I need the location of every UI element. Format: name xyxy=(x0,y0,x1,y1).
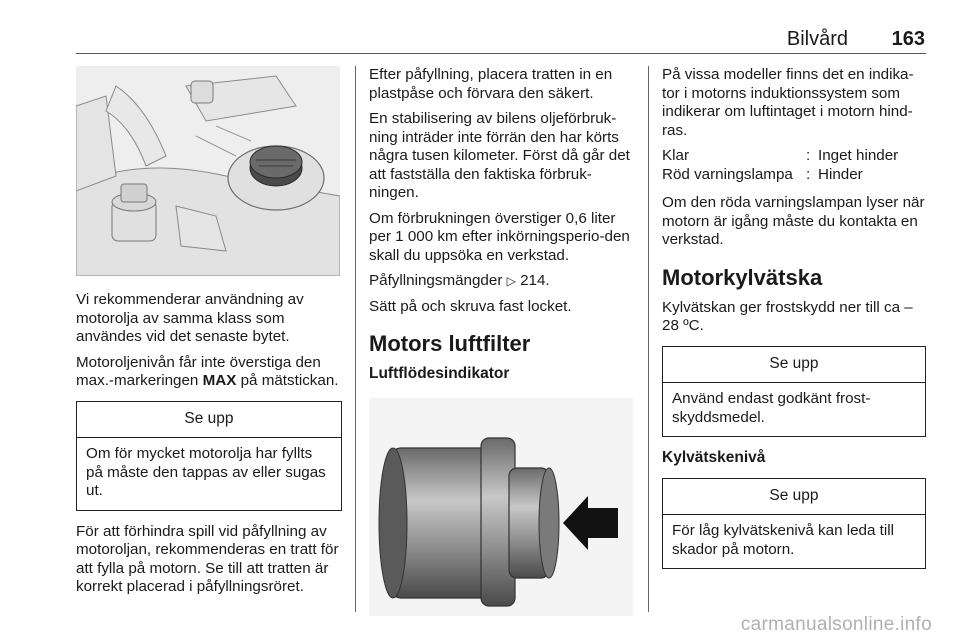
column-divider-2 xyxy=(648,66,649,612)
table-row xyxy=(662,147,926,166)
airflow-indicator-drawing xyxy=(369,398,633,616)
status-sep: : xyxy=(806,165,811,183)
text: på mätstickan. xyxy=(236,372,339,389)
header-rule xyxy=(76,53,926,54)
paragraph-cap: Sätt på och skruva fast locket. xyxy=(369,297,572,315)
page-number: 163 xyxy=(891,28,925,50)
status-key: Klar xyxy=(662,147,690,164)
page-ref-icon: ▷ xyxy=(506,274,516,288)
column-divider-1 xyxy=(355,66,356,612)
paragraph-consumption: En stabilisering av bilens oljeförbruk-ning inträder inte förrän den har körts några tusen kilometer. Först då går det att fastställa den faktiska förbruk-ningen. xyxy=(369,110,630,201)
caution-title: Se upp xyxy=(663,347,925,384)
table-row xyxy=(662,166,926,185)
caution-body: För låg kylvätskenivå kan leda till skador på motorn. xyxy=(672,522,895,558)
caution-box-coolant-level xyxy=(662,478,926,570)
text: Påfyllningsmängder xyxy=(369,272,507,289)
paragraph-fill-quantities: Påfyllningsmängder ▷ 214. xyxy=(369,272,550,289)
page-ref-link[interactable]: 214 xyxy=(520,272,546,289)
status-value: Inget hinder xyxy=(818,147,899,164)
column-1 xyxy=(76,66,342,604)
paragraph-consumption-limit: Om förbrukningen överstiger 0,6 liter per 1 000 km efter inkörningsperio-den skall du uppsöka en verkstad. xyxy=(369,209,630,264)
caution-body: Använd endast godkänt frost-skyddsmedel. xyxy=(672,390,871,426)
section-title: Bilvård xyxy=(786,28,848,50)
paragraph-red-lamp: Om den röda varningslampan lyser när motorn är igång måste du kontakta en verkstad. xyxy=(662,194,925,248)
paragraph-funnel: För att förhindra spill vid påfyllning av motoroljan, rekommenderas en tratt för att fylla på motorn. Se till att tratten är korrekt placerad i påfyllningsröret. xyxy=(76,522,339,595)
caution-body: Om för mycket motorolja har fyllts på måste den tappas av eller sugas ut. xyxy=(86,445,326,499)
watermark: carmanualsonline.info xyxy=(740,614,932,635)
heading-airflow-indicator: Luftflödesindikator xyxy=(369,365,510,382)
paragraph-indicator: På vissa modeller finns det en indika-tor i motorns induktionssystem som indikerar om luftintaget i motorn hind-ras. xyxy=(662,66,914,139)
max-mark: MAX xyxy=(202,372,237,389)
indicator-status-table xyxy=(662,147,926,184)
caution-title: Se upp xyxy=(663,479,925,516)
column-3 xyxy=(662,66,926,581)
paragraph-oil-level xyxy=(76,354,342,391)
page-header xyxy=(0,28,960,52)
engine-oil-filler-illustration xyxy=(76,66,340,276)
column-2 xyxy=(369,66,635,616)
heading-coolant: Motorkylvätska xyxy=(662,264,823,290)
paragraph-frost-protection: Kylvätskan ger frostskydd ner till ca –28 ºC. xyxy=(662,298,913,334)
caution-box-antifreeze xyxy=(662,346,926,438)
engine-bay-drawing xyxy=(76,66,340,276)
caution-box-oil xyxy=(76,401,342,511)
paragraph-after-fill: Efter påfyllning, placera tratten in en plastpåse och förvara den säkert. xyxy=(369,66,613,102)
status-sep: : xyxy=(806,147,811,164)
heading-coolant-level: Kylvätskenivå xyxy=(662,449,766,466)
caution-title: Se upp xyxy=(77,402,341,439)
heading-air-filter: Motors luftfilter xyxy=(369,331,531,356)
status-key: Röd varningslampa xyxy=(662,165,793,183)
status-value: Hinder xyxy=(818,165,863,183)
airflow-indicator-illustration xyxy=(369,398,633,616)
paragraph-oil-recommend: Vi rekommenderar användning av motorolja av samma klass som användes vid det senaste bytet. xyxy=(76,291,304,345)
text: Motoroljenivån får inte överstiga den max.-markeringen xyxy=(76,353,321,389)
